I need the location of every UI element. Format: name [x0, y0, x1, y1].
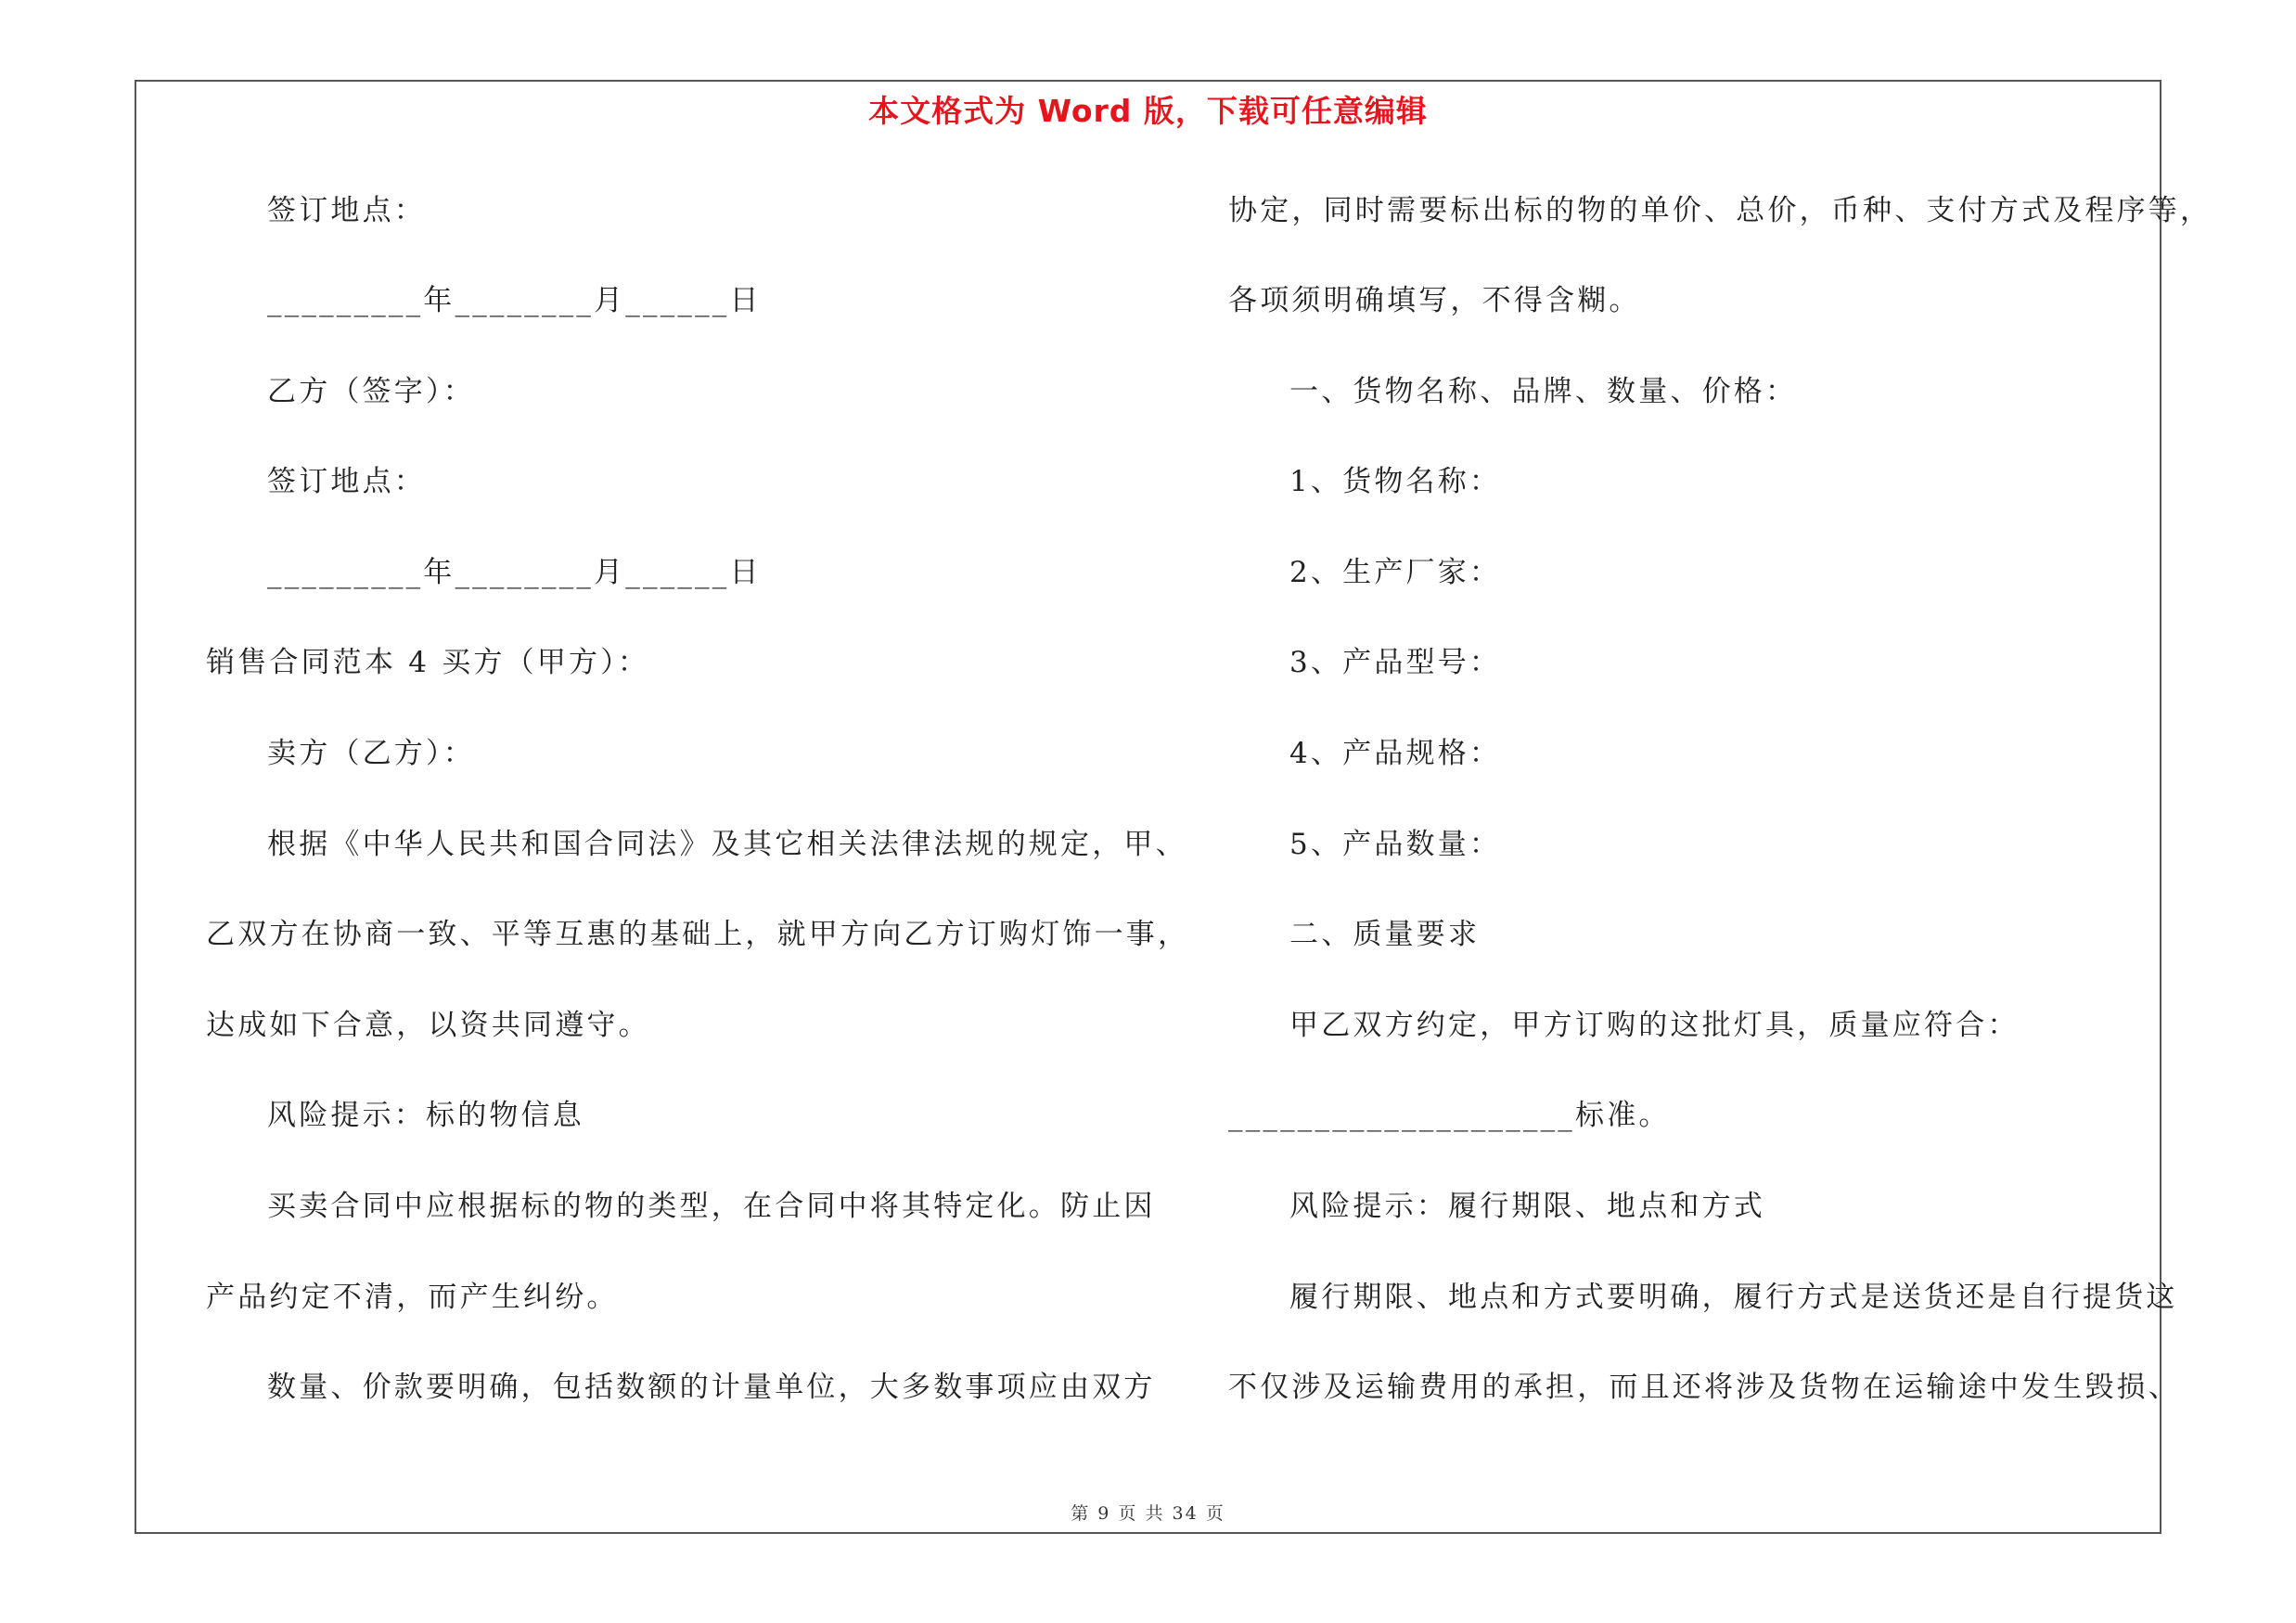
right-line-11: ____________________标准。	[1228, 1099, 1671, 1132]
left-line-2: _________年________月______日	[267, 284, 762, 317]
left-line-11: 风险提示：标的物信息	[267, 1099, 584, 1132]
left-line-9: 乙双方在协商一致、平等互惠的基础上，就甲方向乙方订购灯饰一事，	[206, 918, 1190, 951]
right-line-4: 1、货物名称：	[1289, 465, 1502, 498]
left-line-13: 产品约定不清，而产生纠纷。	[206, 1281, 619, 1314]
left-line-7: 卖方（乙方）：	[267, 737, 475, 770]
left-line-5: _________年________月______日	[267, 556, 762, 589]
right-line-5: 2、生产厂家：	[1289, 556, 1502, 589]
left-line-14: 数量、价款要明确，包括数额的计量单位，大多数事项应由双方	[267, 1371, 1156, 1404]
page-number-footer: 第 9 页 共 34 页	[1071, 1503, 1225, 1524]
right-line-7: 4、产品规格：	[1289, 737, 1502, 770]
left-line-1: 签订地点：	[267, 194, 426, 227]
left-line-8: 根据《中华人民共和国合同法》及其它相关法律法规的规定，甲、	[267, 828, 1187, 861]
right-line-14: 不仅涉及运输费用的承担，而且还将涉及货物在运输途中发生毁损、	[1228, 1371, 2180, 1404]
right-line-1: 协定，同时需要标出标的物的单价、总价，币种、支付方式及程序等，	[1228, 194, 2213, 227]
right-line-12: 风险提示：履行期限、地点和方式	[1289, 1190, 1765, 1223]
right-line-13: 履行期限、地点和方式要明确，履行方式是送货还是自行提货这	[1289, 1281, 2178, 1314]
left-line-6: 销售合同范本 4 买方（甲方）：	[206, 646, 650, 679]
left-line-4: 签订地点：	[267, 465, 426, 498]
left-line-12: 买卖合同中应根据标的物的类型，在合同中将其特定化。防止因	[267, 1190, 1156, 1223]
right-line-10: 甲乙双方约定，甲方订购的这批灯具，质量应符合：	[1289, 1009, 2020, 1042]
left-line-3: 乙方（签字）：	[267, 375, 475, 408]
right-line-3: 一、货物名称、品牌、数量、价格：	[1289, 375, 1798, 408]
right-line-6: 3、产品型号：	[1289, 646, 1502, 679]
right-line-2: 各项须明确填写，不得含糊。	[1228, 284, 1641, 317]
right-line-9: 二、质量要求	[1289, 918, 1481, 951]
word-format-banner: 本文格式为 Word 版，下载可任意编辑	[868, 93, 1428, 129]
right-line-8: 5、产品数量：	[1289, 828, 1502, 861]
left-line-10: 达成如下合意，以资共同遵守。	[206, 1009, 650, 1042]
